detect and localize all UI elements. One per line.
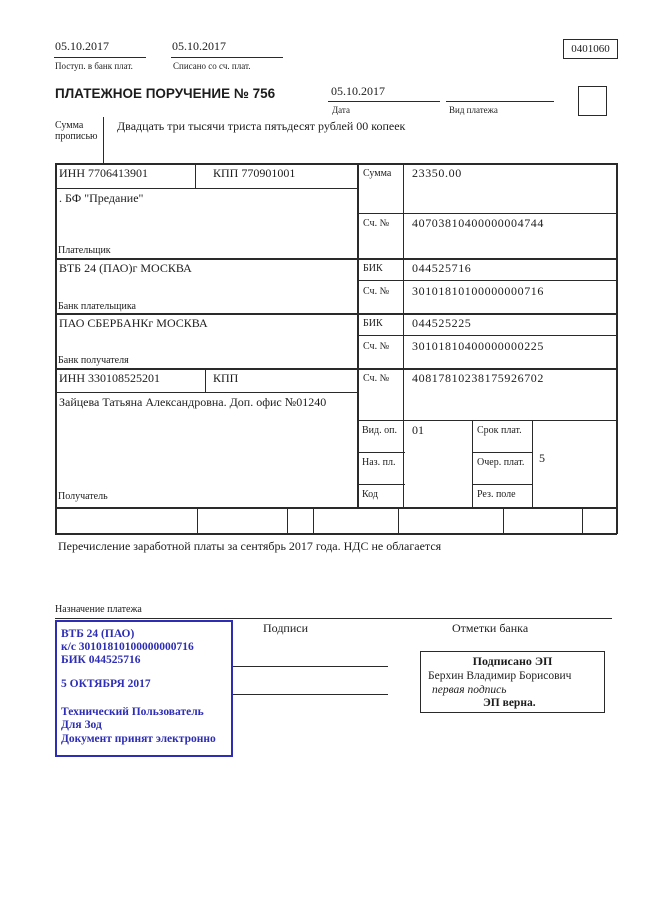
signatures-header: Подписи — [263, 621, 309, 635]
divider — [357, 484, 405, 485]
divider — [205, 368, 206, 392]
divider — [55, 392, 357, 393]
priority-value: 5 — [539, 451, 545, 465]
divider — [195, 163, 196, 188]
purpose-label: Назначение платежа — [55, 604, 142, 615]
page-title: ПЛАТЕЖНОЕ ПОРУЧЕНИЕ № 756 — [55, 86, 276, 101]
payer-section-label: Плательщик — [58, 245, 111, 256]
divider — [472, 484, 533, 485]
payee-account-label: Сч. № — [363, 373, 390, 384]
bank-stamp-date: 5 ОКТЯБРЯ 2017 — [61, 678, 151, 690]
payee-bank-account-label: Сч. № — [363, 341, 390, 352]
form-code: 0401060 — [571, 43, 610, 55]
divider — [357, 335, 617, 336]
signature-line — [233, 666, 388, 667]
divider — [55, 313, 617, 315]
divider — [55, 258, 617, 260]
payee-bank-name: ПАО СБЕРБАНКг МОСКВА — [59, 316, 208, 330]
date-debited-label: Списано со сч. плат. — [173, 61, 251, 71]
bank-stamp-line: Технический Пользователь Для Зод — [61, 706, 204, 731]
divider — [398, 507, 399, 533]
purpose-code-label: Наз. пл. — [362, 457, 396, 468]
payer-bank-bik: 044525716 — [412, 261, 472, 275]
payer-bank-section-label: Банк плательщика — [58, 301, 136, 312]
payer-account-label: Сч. № — [363, 218, 390, 229]
payee-kpp-label: КПП — [213, 371, 239, 385]
bank-marks-header: Отметки банка — [452, 621, 529, 635]
divider — [55, 163, 57, 534]
payee-bank-section-label: Банк получателя — [58, 355, 129, 366]
payee-bank-account: 30101810400000000225 — [412, 339, 544, 353]
payee-section-label: Получатель — [58, 491, 108, 502]
payer-kpp: КПП 770901001 — [213, 166, 296, 180]
ep-signed-title: Подписано ЭП — [472, 654, 553, 668]
divider — [582, 507, 583, 533]
payee-name: Зайцева Татьяна Александровна. Доп. офис №01240 — [59, 395, 327, 409]
amount-words: Двадцать три тысячи триста пятьдесят рублей 00 копеек — [117, 119, 406, 133]
purpose-text: Перечисление заработной платы за сентябрь 2017 года. НДС не облагается — [58, 539, 442, 553]
payment-kind-box — [578, 86, 607, 116]
payer-bank-account-label: Сч. № — [363, 286, 390, 297]
divider — [403, 163, 404, 507]
divider — [103, 117, 104, 163]
divider — [357, 163, 359, 507]
divider — [55, 188, 357, 189]
date-received-label: Поступ. в банк плат. — [55, 61, 133, 71]
bank-stamp-line: к/с 30101810100000000716 — [61, 641, 194, 653]
divider — [503, 507, 504, 533]
divider — [171, 57, 283, 58]
divider — [357, 213, 617, 214]
bank-stamp-line: Документ принят электронно — [61, 733, 216, 745]
amount-words-label: Сумма прописью — [55, 120, 98, 143]
sum-value: 23350.00 — [412, 166, 462, 180]
priority-label: Очер. плат. — [477, 457, 525, 468]
divider — [472, 452, 533, 453]
divider — [313, 507, 314, 533]
divider — [55, 533, 617, 535]
payee-inn: ИНН 330108525201 — [59, 371, 160, 385]
divider — [472, 420, 473, 507]
payee-bank-bik: 044525225 — [412, 316, 472, 330]
op-type-label: Вид. оп. — [362, 425, 397, 436]
divider — [287, 507, 288, 533]
payment-kind-label: Вид платежа — [449, 105, 498, 115]
payer-inn: ИНН 7706413901 — [59, 166, 148, 180]
doc-date: 05.10.2017 — [331, 84, 385, 98]
divider — [55, 618, 612, 619]
payee-account: 40817810238175926702 — [412, 371, 544, 385]
ep-verdict: ЭП верна. — [483, 697, 536, 709]
divider — [357, 420, 617, 421]
payer-bank-bik-label: БИК — [363, 263, 383, 274]
bank-stamp-line: ВТБ 24 (ПАО) — [61, 628, 135, 640]
code-label: Код — [362, 489, 378, 500]
divider — [54, 57, 146, 58]
divider — [328, 101, 440, 102]
ep-signature-kind: первая подпись — [432, 684, 507, 696]
divider — [357, 280, 617, 281]
payer-bank-account: 30101810100000000716 — [412, 284, 544, 298]
payer-name: . БФ "Предание" — [59, 191, 144, 205]
divider — [197, 507, 198, 533]
doc-date-label: Дата — [332, 105, 350, 115]
reserve-field-label: Рез. поле — [477, 489, 516, 500]
payment-term-label: Срок плат. — [477, 425, 522, 436]
form-code-box — [563, 39, 618, 59]
divider — [55, 163, 617, 165]
divider — [357, 452, 405, 453]
op-type-value: 01 — [412, 423, 424, 437]
ep-signer-name: Берхин Владимир Борисович — [428, 670, 572, 682]
divider — [616, 163, 618, 534]
signature-line — [233, 694, 388, 695]
divider — [532, 420, 533, 507]
sum-label: Сумма — [363, 168, 392, 179]
date-debited: 05.10.2017 — [172, 39, 226, 53]
payer-account: 40703810400000004744 — [412, 216, 544, 230]
payee-bank-bik-label: БИК — [363, 318, 383, 329]
payer-bank-name: ВТБ 24 (ПАО)г МОСКВА — [59, 261, 192, 275]
bank-stamp-line: БИК 044525716 — [61, 654, 141, 666]
divider — [55, 507, 617, 509]
date-received: 05.10.2017 — [55, 39, 109, 53]
divider — [55, 368, 617, 370]
divider — [446, 101, 554, 102]
